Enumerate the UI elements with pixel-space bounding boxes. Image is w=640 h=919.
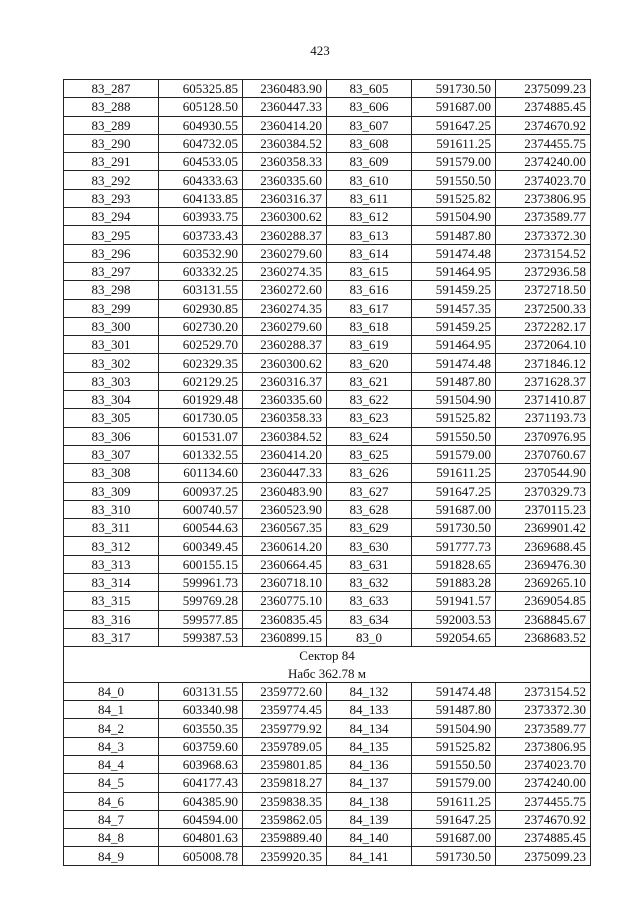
sector-heading: Сектор 84	[64, 647, 591, 665]
point-id: 83_617	[327, 299, 412, 317]
y-coordinate: 2372500.33	[496, 299, 591, 317]
x-coordinate: 591457.35	[412, 299, 496, 317]
x-coordinate: 591941.57	[412, 592, 496, 610]
table-row	[64, 610, 591, 628]
x-coordinate: 591579.00	[412, 153, 496, 171]
point-id: 83_306	[64, 427, 159, 445]
point-id: 84_8	[64, 829, 159, 847]
y-coordinate: 2372064.10	[496, 336, 591, 354]
point-id: 84_133	[327, 701, 412, 719]
x-coordinate: 591525.82	[412, 409, 496, 427]
point-id: 83_317	[64, 628, 159, 646]
y-coordinate: 2360316.37	[243, 372, 327, 390]
x-coordinate: 604385.90	[159, 792, 243, 810]
point-id: 84_140	[327, 829, 412, 847]
y-coordinate: 2375099.23	[496, 80, 591, 98]
y-coordinate: 2370760.67	[496, 445, 591, 463]
table-row	[64, 755, 591, 773]
y-coordinate: 2374240.00	[496, 153, 591, 171]
y-coordinate: 2360288.37	[243, 226, 327, 244]
y-coordinate: 2370976.95	[496, 427, 591, 445]
y-coordinate: 2373589.77	[496, 208, 591, 226]
point-id: 83_634	[327, 610, 412, 628]
y-coordinate: 2359779.92	[243, 719, 327, 737]
x-coordinate: 591828.65	[412, 555, 496, 573]
y-coordinate: 2368683.52	[496, 628, 591, 646]
x-coordinate: 592054.65	[412, 628, 496, 646]
point-id: 83_310	[64, 500, 159, 518]
y-coordinate: 2360835.45	[243, 610, 327, 628]
x-coordinate: 591687.00	[412, 500, 496, 518]
x-coordinate: 599769.28	[159, 592, 243, 610]
x-coordinate: 601531.07	[159, 427, 243, 445]
y-coordinate: 2374670.92	[496, 810, 591, 828]
x-coordinate: 604732.05	[159, 134, 243, 152]
y-coordinate: 2360567.35	[243, 519, 327, 537]
page-number: 423	[310, 43, 330, 58]
sector-84-header	[64, 647, 591, 683]
point-id: 83_622	[327, 391, 412, 409]
y-coordinate: 2360775.10	[243, 592, 327, 610]
table-row	[64, 792, 591, 810]
y-coordinate: 2360483.90	[243, 482, 327, 500]
x-coordinate: 591883.28	[412, 574, 496, 592]
x-coordinate: 591647.25	[412, 482, 496, 500]
point-id: 83_613	[327, 226, 412, 244]
table-row	[64, 80, 591, 98]
table-row	[64, 116, 591, 134]
x-coordinate: 591550.50	[412, 171, 496, 189]
y-coordinate: 2371628.37	[496, 372, 591, 390]
x-coordinate: 603340.98	[159, 701, 243, 719]
point-id: 84_9	[64, 847, 159, 865]
x-coordinate: 602329.35	[159, 354, 243, 372]
point-id: 83_610	[327, 171, 412, 189]
y-coordinate: 2359889.40	[243, 829, 327, 847]
point-id: 83_606	[327, 98, 412, 116]
x-coordinate: 600155.15	[159, 555, 243, 573]
table-row	[64, 153, 591, 171]
x-coordinate: 604533.05	[159, 153, 243, 171]
point-id: 83_623	[327, 409, 412, 427]
point-id: 84_141	[327, 847, 412, 865]
point-id: 83_287	[64, 80, 159, 98]
x-coordinate: 591504.90	[412, 208, 496, 226]
x-coordinate: 603131.55	[159, 682, 243, 700]
x-coordinate: 600544.63	[159, 519, 243, 537]
point-id: 83_294	[64, 208, 159, 226]
x-coordinate: 591464.95	[412, 262, 496, 280]
x-coordinate: 605128.50	[159, 98, 243, 116]
y-coordinate: 2373372.30	[496, 226, 591, 244]
y-coordinate: 2373806.95	[496, 737, 591, 755]
point-id: 83_312	[64, 537, 159, 555]
y-coordinate: 2360272.60	[243, 281, 327, 299]
point-id: 83_296	[64, 244, 159, 262]
y-coordinate: 2373372.30	[496, 701, 591, 719]
y-coordinate: 2360274.35	[243, 299, 327, 317]
y-coordinate: 2359801.85	[243, 755, 327, 773]
point-id: 83_289	[64, 116, 159, 134]
x-coordinate: 603550.35	[159, 719, 243, 737]
y-coordinate: 2360358.33	[243, 153, 327, 171]
x-coordinate: 603933.75	[159, 208, 243, 226]
x-coordinate: 591464.95	[412, 336, 496, 354]
x-coordinate: 591504.90	[412, 719, 496, 737]
point-id: 84_7	[64, 810, 159, 828]
table-row	[64, 445, 591, 463]
point-id: 83_615	[327, 262, 412, 280]
table-row	[64, 810, 591, 828]
x-coordinate: 591459.25	[412, 317, 496, 335]
point-id: 83_303	[64, 372, 159, 390]
x-coordinate: 603968.63	[159, 755, 243, 773]
x-coordinate: 591730.50	[412, 80, 496, 98]
table-row	[64, 500, 591, 518]
table-row	[64, 134, 591, 152]
point-id: 83_605	[327, 80, 412, 98]
point-id: 83_305	[64, 409, 159, 427]
point-id: 83_291	[64, 153, 159, 171]
y-coordinate: 2368845.67	[496, 610, 591, 628]
y-coordinate: 2370544.90	[496, 464, 591, 482]
y-coordinate: 2359789.05	[243, 737, 327, 755]
y-coordinate: 2359862.05	[243, 810, 327, 828]
table-row	[64, 719, 591, 737]
coordinates-table	[63, 79, 591, 866]
x-coordinate: 591474.48	[412, 682, 496, 700]
table-row	[64, 847, 591, 865]
y-coordinate: 2359774.45	[243, 701, 327, 719]
sector-84-rows	[64, 682, 591, 865]
point-id: 83_311	[64, 519, 159, 537]
point-id: 83_609	[327, 153, 412, 171]
y-coordinate: 2360384.52	[243, 134, 327, 152]
x-coordinate: 591687.00	[412, 98, 496, 116]
y-coordinate: 2374455.75	[496, 792, 591, 810]
y-coordinate: 2371846.12	[496, 354, 591, 372]
table-row	[64, 409, 591, 427]
point-id: 83_314	[64, 574, 159, 592]
y-coordinate: 2360274.35	[243, 262, 327, 280]
table-row	[64, 829, 591, 847]
table-row	[64, 537, 591, 555]
point-id: 83_290	[64, 134, 159, 152]
y-coordinate: 2360523.90	[243, 500, 327, 518]
x-coordinate: 602129.25	[159, 372, 243, 390]
x-coordinate: 591550.50	[412, 427, 496, 445]
y-coordinate: 2371410.87	[496, 391, 591, 409]
x-coordinate: 591611.25	[412, 464, 496, 482]
y-coordinate: 2373806.95	[496, 189, 591, 207]
point-id: 84_1	[64, 701, 159, 719]
table-row	[64, 482, 591, 500]
table-row	[64, 555, 591, 573]
y-coordinate: 2360358.33	[243, 409, 327, 427]
point-id: 83_297	[64, 262, 159, 280]
table-row	[64, 171, 591, 189]
point-id: 84_4	[64, 755, 159, 773]
y-coordinate: 2360300.62	[243, 354, 327, 372]
point-id: 83_620	[327, 354, 412, 372]
x-coordinate: 604801.63	[159, 829, 243, 847]
table-row	[64, 701, 591, 719]
point-id: 83_621	[327, 372, 412, 390]
table-row	[64, 299, 591, 317]
y-coordinate: 2374455.75	[496, 134, 591, 152]
point-id: 84_3	[64, 737, 159, 755]
x-coordinate: 602730.20	[159, 317, 243, 335]
y-coordinate: 2360300.62	[243, 208, 327, 226]
y-coordinate: 2360316.37	[243, 189, 327, 207]
table-row	[64, 574, 591, 592]
point-id: 83_299	[64, 299, 159, 317]
point-id: 83_627	[327, 482, 412, 500]
x-coordinate: 591487.80	[412, 372, 496, 390]
x-coordinate: 602529.70	[159, 336, 243, 354]
point-id: 83_309	[64, 482, 159, 500]
x-coordinate: 605008.78	[159, 847, 243, 865]
x-coordinate: 603131.55	[159, 281, 243, 299]
y-coordinate: 2371193.73	[496, 409, 591, 427]
table-row	[64, 592, 591, 610]
x-coordinate: 603733.43	[159, 226, 243, 244]
x-coordinate: 591579.00	[412, 445, 496, 463]
point-id: 83_632	[327, 574, 412, 592]
table-row	[64, 737, 591, 755]
point-id: 83_316	[64, 610, 159, 628]
point-id: 84_137	[327, 774, 412, 792]
point-id: 84_134	[327, 719, 412, 737]
y-coordinate: 2373154.52	[496, 682, 591, 700]
y-coordinate: 2359772.60	[243, 682, 327, 700]
x-coordinate: 591647.25	[412, 116, 496, 134]
point-id: 83_307	[64, 445, 159, 463]
y-coordinate: 2369265.10	[496, 574, 591, 592]
x-coordinate: 600937.25	[159, 482, 243, 500]
y-coordinate: 2370115.23	[496, 500, 591, 518]
point-id: 84_136	[327, 755, 412, 773]
y-coordinate: 2360447.33	[243, 98, 327, 116]
point-id: 83_315	[64, 592, 159, 610]
sector-height: Набс 362.78 м	[64, 665, 591, 683]
y-coordinate: 2370329.73	[496, 482, 591, 500]
x-coordinate: 591550.50	[412, 755, 496, 773]
y-coordinate: 2360279.60	[243, 244, 327, 262]
x-coordinate: 591459.25	[412, 281, 496, 299]
y-coordinate: 2369688.45	[496, 537, 591, 555]
x-coordinate: 591611.25	[412, 134, 496, 152]
x-coordinate: 591487.80	[412, 226, 496, 244]
y-coordinate: 2360718.10	[243, 574, 327, 592]
x-coordinate: 591647.25	[412, 810, 496, 828]
y-coordinate: 2369901.42	[496, 519, 591, 537]
table-row	[64, 226, 591, 244]
sector-heading-row	[64, 647, 591, 665]
y-coordinate: 2360335.60	[243, 171, 327, 189]
y-coordinate: 2374023.70	[496, 755, 591, 773]
x-coordinate: 600740.57	[159, 500, 243, 518]
point-id: 83_302	[64, 354, 159, 372]
point-id: 83_300	[64, 317, 159, 335]
y-coordinate: 2369054.85	[496, 592, 591, 610]
y-coordinate: 2359920.35	[243, 847, 327, 865]
x-coordinate: 603759.60	[159, 737, 243, 755]
point-id: 83_304	[64, 391, 159, 409]
x-coordinate: 591611.25	[412, 792, 496, 810]
point-id: 83_313	[64, 555, 159, 573]
point-id: 83_607	[327, 116, 412, 134]
table-row	[64, 354, 591, 372]
point-id: 83_633	[327, 592, 412, 610]
x-coordinate: 603332.25	[159, 262, 243, 280]
point-id: 83_618	[327, 317, 412, 335]
point-id: 83_614	[327, 244, 412, 262]
table-row	[64, 372, 591, 390]
point-id: 83_288	[64, 98, 159, 116]
point-id: 83_293	[64, 189, 159, 207]
y-coordinate: 2374885.45	[496, 829, 591, 847]
y-coordinate: 2360414.20	[243, 116, 327, 134]
x-coordinate: 591687.00	[412, 829, 496, 847]
point-id: 83_608	[327, 134, 412, 152]
y-coordinate: 2360288.37	[243, 336, 327, 354]
table-row	[64, 189, 591, 207]
table-row	[64, 98, 591, 116]
x-coordinate: 599387.53	[159, 628, 243, 646]
point-id: 83_612	[327, 208, 412, 226]
x-coordinate: 601730.05	[159, 409, 243, 427]
x-coordinate: 599961.73	[159, 574, 243, 592]
x-coordinate: 591525.82	[412, 189, 496, 207]
point-id: 84_2	[64, 719, 159, 737]
y-coordinate: 2360414.20	[243, 445, 327, 463]
point-id: 83_625	[327, 445, 412, 463]
x-coordinate: 591777.73	[412, 537, 496, 555]
table-row	[64, 208, 591, 226]
y-coordinate: 2373589.77	[496, 719, 591, 737]
x-coordinate: 604930.55	[159, 116, 243, 134]
point-id: 83_295	[64, 226, 159, 244]
table-row	[64, 628, 591, 646]
point-id: 83_624	[327, 427, 412, 445]
y-coordinate: 2374240.00	[496, 774, 591, 792]
x-coordinate: 604333.63	[159, 171, 243, 189]
point-id: 83_611	[327, 189, 412, 207]
table-row	[64, 262, 591, 280]
table-row	[64, 774, 591, 792]
point-id: 83_626	[327, 464, 412, 482]
point-id: 83_301	[64, 336, 159, 354]
table-row	[64, 464, 591, 482]
x-coordinate: 601134.60	[159, 464, 243, 482]
y-coordinate: 2374885.45	[496, 98, 591, 116]
point-id: 83_308	[64, 464, 159, 482]
table-row	[64, 336, 591, 354]
x-coordinate: 602930.85	[159, 299, 243, 317]
y-coordinate: 2360614.20	[243, 537, 327, 555]
x-coordinate: 591474.48	[412, 244, 496, 262]
point-id: 84_0	[64, 682, 159, 700]
x-coordinate: 603532.90	[159, 244, 243, 262]
point-id: 84_139	[327, 810, 412, 828]
point-id: 83_0	[327, 628, 412, 646]
point-id: 83_292	[64, 171, 159, 189]
x-coordinate: 601332.55	[159, 445, 243, 463]
y-coordinate: 2360447.33	[243, 464, 327, 482]
point-id: 83_628	[327, 500, 412, 518]
y-coordinate: 2360279.60	[243, 317, 327, 335]
x-coordinate: 591579.00	[412, 774, 496, 792]
y-coordinate: 2374023.70	[496, 171, 591, 189]
table-row	[64, 519, 591, 537]
x-coordinate: 604133.85	[159, 189, 243, 207]
x-coordinate: 591474.48	[412, 354, 496, 372]
y-coordinate: 2372282.17	[496, 317, 591, 335]
x-coordinate: 599577.85	[159, 610, 243, 628]
table-row	[64, 427, 591, 445]
table-row	[64, 682, 591, 700]
y-coordinate: 2373154.52	[496, 244, 591, 262]
y-coordinate: 2360335.60	[243, 391, 327, 409]
x-coordinate: 592003.53	[412, 610, 496, 628]
y-coordinate: 2360664.45	[243, 555, 327, 573]
point-id: 83_616	[327, 281, 412, 299]
point-id: 83_629	[327, 519, 412, 537]
y-coordinate: 2360899.15	[243, 628, 327, 646]
x-coordinate: 601929.48	[159, 391, 243, 409]
x-coordinate: 591730.50	[412, 847, 496, 865]
x-coordinate: 605325.85	[159, 80, 243, 98]
y-coordinate: 2359818.27	[243, 774, 327, 792]
y-coordinate: 2369476.30	[496, 555, 591, 573]
y-coordinate: 2360483.90	[243, 80, 327, 98]
point-id: 84_5	[64, 774, 159, 792]
sector-height-row	[64, 665, 591, 683]
point-id: 84_135	[327, 737, 412, 755]
y-coordinate: 2372936.58	[496, 262, 591, 280]
y-coordinate: 2360384.52	[243, 427, 327, 445]
x-coordinate: 591525.82	[412, 737, 496, 755]
sector-83-rows	[64, 80, 591, 647]
point-id: 83_631	[327, 555, 412, 573]
y-coordinate: 2374670.92	[496, 116, 591, 134]
y-coordinate: 2375099.23	[496, 847, 591, 865]
x-coordinate: 591730.50	[412, 519, 496, 537]
x-coordinate: 604594.00	[159, 810, 243, 828]
table-row	[64, 391, 591, 409]
table-row	[64, 317, 591, 335]
point-id: 84_138	[327, 792, 412, 810]
point-id: 83_298	[64, 281, 159, 299]
y-coordinate: 2372718.50	[496, 281, 591, 299]
x-coordinate: 591487.80	[412, 701, 496, 719]
point-id: 83_630	[327, 537, 412, 555]
table-row	[64, 244, 591, 262]
y-coordinate: 2359838.35	[243, 792, 327, 810]
x-coordinate: 600349.45	[159, 537, 243, 555]
x-coordinate: 591504.90	[412, 391, 496, 409]
point-id: 84_132	[327, 682, 412, 700]
point-id: 84_6	[64, 792, 159, 810]
point-id: 83_619	[327, 336, 412, 354]
table-row	[64, 281, 591, 299]
x-coordinate: 604177.43	[159, 774, 243, 792]
